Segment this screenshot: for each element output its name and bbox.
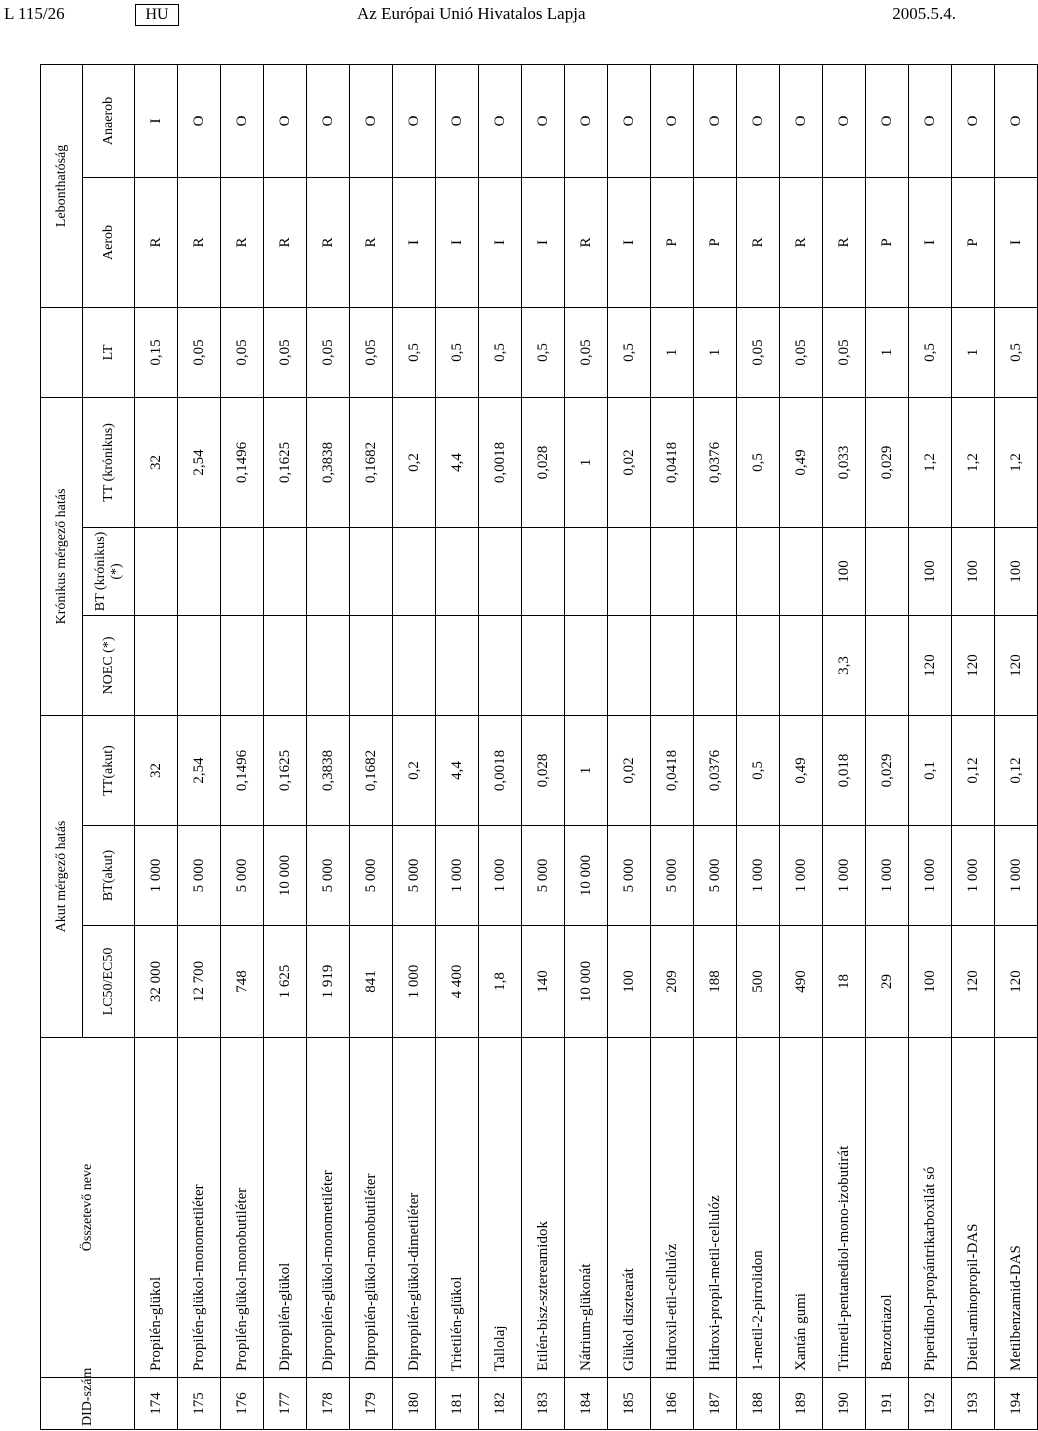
cell-anaerob: O xyxy=(780,64,823,177)
cell-lt: 0,5 xyxy=(909,307,952,397)
cell-tt-chronic: 2,54 xyxy=(178,397,221,527)
cell-bt-acute: 10 000 xyxy=(264,826,307,926)
cell-lc50: 120 xyxy=(995,926,1038,1038)
table-row xyxy=(221,64,264,1429)
col-tt-acute: TT(akut) xyxy=(83,715,135,825)
cell-lt: 0,05 xyxy=(350,307,393,397)
cell-did: 185 xyxy=(608,1378,651,1430)
cell-bt-acute: 1 000 xyxy=(780,826,823,926)
cell-bt-chronic xyxy=(737,527,780,615)
cell-noec xyxy=(565,615,608,715)
cell-did: 194 xyxy=(995,1378,1038,1430)
cell-lt: 1 xyxy=(694,307,737,397)
cell-lc50: 100 xyxy=(909,926,952,1038)
cell-noec xyxy=(221,615,264,715)
cell-lc50: 500 xyxy=(737,926,780,1038)
cell-did: 181 xyxy=(436,1378,479,1430)
cell-bt-acute: 1 000 xyxy=(909,826,952,926)
cell-noec xyxy=(737,615,780,715)
cell-lc50: 12 700 xyxy=(178,926,221,1038)
cell-lt: 0,5 xyxy=(522,307,565,397)
cell-bt-chronic xyxy=(608,527,651,615)
cell-lt: 1 xyxy=(651,307,694,397)
group-degradation: Lebonthatóság xyxy=(41,64,83,307)
cell-lc50: 490 xyxy=(780,926,823,1038)
cell-lt: 1 xyxy=(952,307,995,397)
cell-name: Metilbenzamid-DAS xyxy=(995,1038,1038,1378)
cell-tt-chronic: 0,029 xyxy=(866,397,909,527)
group-chronic: Krónikus mérgező hatás xyxy=(41,397,83,715)
cell-lt: 0,05 xyxy=(565,307,608,397)
cell-tt-chronic: 0,2 xyxy=(393,397,436,527)
publication-date: 2005.5.4. xyxy=(892,4,956,23)
cell-noec xyxy=(264,615,307,715)
cell-lc50: 32 000 xyxy=(135,926,178,1038)
cell-noec: 120 xyxy=(995,615,1038,715)
cell-tt-chronic: 0,3838 xyxy=(307,397,350,527)
cell-lt: 0,05 xyxy=(264,307,307,397)
cell-tt-acute: 0,0018 xyxy=(479,715,522,825)
cell-tt-acute: 0,029 xyxy=(866,715,909,825)
cell-bt-acute: 1 000 xyxy=(995,826,1038,926)
cell-tt-chronic: 0,1682 xyxy=(350,397,393,527)
cell-anaerob: O xyxy=(436,64,479,177)
cell-tt-chronic: 0,1625 xyxy=(264,397,307,527)
cell-noec xyxy=(608,615,651,715)
cell-did: 178 xyxy=(307,1378,350,1430)
cell-anaerob: O xyxy=(565,64,608,177)
cell-anaerob: O xyxy=(694,64,737,177)
cell-aerob: P xyxy=(952,177,995,307)
cell-bt-chronic xyxy=(393,527,436,615)
cell-bt-chronic xyxy=(436,527,479,615)
cell-name: Propilén-glükol-monobutiléter xyxy=(221,1038,264,1378)
cell-name: Propilén-glükol xyxy=(135,1038,178,1378)
table-row xyxy=(952,64,995,1429)
cell-name: Dipropilén-glükol-monometiléter xyxy=(307,1038,350,1378)
table-row xyxy=(651,64,694,1429)
group-acute: Akut mérgező hatás xyxy=(41,715,83,1037)
cell-tt-chronic: 0,0018 xyxy=(479,397,522,527)
cell-did: 192 xyxy=(909,1378,952,1430)
cell-lc50: 1 625 xyxy=(264,926,307,1038)
cell-tt-acute: 4,4 xyxy=(436,715,479,825)
cell-did: 182 xyxy=(479,1378,522,1430)
cell-lc50: 1,8 xyxy=(479,926,522,1038)
cell-bt-chronic xyxy=(221,527,264,615)
cell-bt-chronic xyxy=(522,527,565,615)
cell-tt-chronic: 1 xyxy=(565,397,608,527)
cell-aerob: R xyxy=(307,177,350,307)
cell-noec xyxy=(694,615,737,715)
cell-tt-acute: 0,1496 xyxy=(221,715,264,825)
cell-bt-chronic xyxy=(350,527,393,615)
table-row xyxy=(522,64,565,1429)
cell-noec: 120 xyxy=(952,615,995,715)
cell-bt-acute: 1 000 xyxy=(135,826,178,926)
table-row xyxy=(264,64,307,1429)
cell-lt: 0,05 xyxy=(221,307,264,397)
table-row xyxy=(479,64,522,1429)
table-row xyxy=(694,64,737,1429)
cell-bt-chronic xyxy=(651,527,694,615)
cell-lt: 0,05 xyxy=(307,307,350,397)
col-name: Összetevő neve xyxy=(41,1038,135,1378)
cell-did: 180 xyxy=(393,1378,436,1430)
cell-lc50: 1 000 xyxy=(393,926,436,1038)
page-header xyxy=(0,0,960,32)
col-lc50: LC50/EC50 xyxy=(83,926,135,1038)
cell-tt-chronic: 0,5 xyxy=(737,397,780,527)
cell-lt: 0,5 xyxy=(436,307,479,397)
cell-lc50: 748 xyxy=(221,926,264,1038)
table-row xyxy=(565,64,608,1429)
cell-bt-acute: 5 000 xyxy=(651,826,694,926)
journal-title: Az Európai Unió Hivatalos Lapja xyxy=(357,4,586,23)
cell-name: Hidroxi-propil-metil-cellulóz xyxy=(694,1038,737,1378)
cell-name: Trietilén-glükol xyxy=(436,1038,479,1378)
cell-tt-acute: 0,2 xyxy=(393,715,436,825)
cell-tt-chronic: 0,0418 xyxy=(651,397,694,527)
col-bt-chronic: BT (krónikus) (*) xyxy=(83,527,135,615)
cell-did: 193 xyxy=(952,1378,995,1430)
cell-anaerob: O xyxy=(264,64,307,177)
cell-bt-acute: 5 000 xyxy=(307,826,350,926)
cell-did: 186 xyxy=(651,1378,694,1430)
cell-lc50: 140 xyxy=(522,926,565,1038)
cell-bt-chronic xyxy=(694,527,737,615)
cell-did: 190 xyxy=(823,1378,866,1430)
table-row xyxy=(350,64,393,1429)
cell-aerob: I xyxy=(393,177,436,307)
table-row xyxy=(135,64,178,1429)
cell-aerob: I xyxy=(608,177,651,307)
cell-tt-acute: 0,1682 xyxy=(350,715,393,825)
cell-bt-acute: 1 000 xyxy=(479,826,522,926)
cell-bt-acute: 1 000 xyxy=(866,826,909,926)
cell-bt-acute: 1 000 xyxy=(737,826,780,926)
cell-tt-acute: 0,12 xyxy=(995,715,1038,825)
cell-did: 177 xyxy=(264,1378,307,1430)
cell-tt-chronic: 0,1496 xyxy=(221,397,264,527)
cell-bt-acute: 5 000 xyxy=(350,826,393,926)
cell-lc50: 100 xyxy=(608,926,651,1038)
cell-name: 1-metil-2-pirrolidon xyxy=(737,1038,780,1378)
cell-noec xyxy=(393,615,436,715)
cell-aerob: R xyxy=(350,177,393,307)
table-row xyxy=(995,64,1038,1429)
cell-bt-acute: 1 000 xyxy=(436,826,479,926)
cell-tt-acute: 0,02 xyxy=(608,715,651,825)
cell-lt: 0,5 xyxy=(995,307,1038,397)
table-body xyxy=(135,64,1038,1429)
cell-anaerob: O xyxy=(221,64,264,177)
cell-bt-acute: 5 000 xyxy=(522,826,565,926)
cell-bt-acute: 1 000 xyxy=(823,826,866,926)
col-bt-acute: BT(akut) xyxy=(83,826,135,926)
group-header-row xyxy=(41,64,83,1429)
cell-lt: 0,05 xyxy=(737,307,780,397)
cell-noec xyxy=(178,615,221,715)
cell-noec xyxy=(522,615,565,715)
col-tt-chronic: TT (krónikus) xyxy=(83,397,135,527)
cell-name: Dipropilén-glükol-dimetiléter xyxy=(393,1038,436,1378)
cell-aerob: I xyxy=(522,177,565,307)
cell-name: Dietil-aminopropil-DAS xyxy=(952,1038,995,1378)
cell-lt: 0,05 xyxy=(823,307,866,397)
cell-bt-acute: 5 000 xyxy=(221,826,264,926)
table-row xyxy=(307,64,350,1429)
cell-name: Dipropilén-glükol xyxy=(264,1038,307,1378)
table-row xyxy=(737,64,780,1429)
cell-tt-acute: 0,5 xyxy=(737,715,780,825)
cell-bt-chronic xyxy=(178,527,221,615)
cell-noec xyxy=(307,615,350,715)
cell-tt-acute: 0,1 xyxy=(909,715,952,825)
cell-lc50: 18 xyxy=(823,926,866,1038)
cell-tt-acute: 32 xyxy=(135,715,178,825)
cell-did: 191 xyxy=(866,1378,909,1430)
cell-aerob: I xyxy=(909,177,952,307)
cell-anaerob: O xyxy=(608,64,651,177)
cell-lt: 0,5 xyxy=(479,307,522,397)
cell-aerob: P xyxy=(694,177,737,307)
col-noec: NOEC (*) xyxy=(83,615,135,715)
cell-bt-chronic xyxy=(866,527,909,615)
cell-bt-chronic xyxy=(565,527,608,615)
cell-tt-chronic: 0,033 xyxy=(823,397,866,527)
col-aerob: Aerob xyxy=(83,177,135,307)
cell-bt-chronic xyxy=(264,527,307,615)
cell-bt-acute: 5 000 xyxy=(608,826,651,926)
cell-anaerob: O xyxy=(651,64,694,177)
cell-anaerob: O xyxy=(866,64,909,177)
cell-tt-chronic: 1,2 xyxy=(952,397,995,527)
cell-name: Propilén-glükol-monometiléter xyxy=(178,1038,221,1378)
table-row xyxy=(608,64,651,1429)
cell-lc50: 29 xyxy=(866,926,909,1038)
col-lt: LT xyxy=(83,307,135,397)
toxicity-table xyxy=(40,64,1038,1430)
cell-bt-acute: 5 000 xyxy=(178,826,221,926)
cell-tt-acute: 0,0376 xyxy=(694,715,737,825)
cell-tt-chronic: 32 xyxy=(135,397,178,527)
cell-anaerob: O xyxy=(995,64,1038,177)
cell-bt-chronic: 100 xyxy=(909,527,952,615)
cell-name: Benzotriazol xyxy=(866,1038,909,1378)
cell-anaerob: I xyxy=(135,64,178,177)
cell-did: 189 xyxy=(780,1378,823,1430)
cell-name: Glükol disztearát xyxy=(608,1038,651,1378)
col-anaerob: Anaerob xyxy=(83,64,135,177)
rotated-table-container xyxy=(40,65,1024,1430)
cell-aerob: R xyxy=(737,177,780,307)
cell-name: Tallolaj xyxy=(479,1038,522,1378)
cell-name: Trimetil-pentanediol-mono-izobutirát xyxy=(823,1038,866,1378)
cell-did: 184 xyxy=(565,1378,608,1430)
cell-anaerob: O xyxy=(307,64,350,177)
cell-lt: 0,5 xyxy=(608,307,651,397)
cell-bt-acute: 5 000 xyxy=(393,826,436,926)
table-row xyxy=(909,64,952,1429)
cell-tt-chronic: 0,02 xyxy=(608,397,651,527)
cell-name: Hidroxil-etil-cellulóz xyxy=(651,1038,694,1378)
cell-aerob: R xyxy=(135,177,178,307)
cell-name: Piperidinol-propántrikarboxilát só xyxy=(909,1038,952,1378)
cell-anaerob: O xyxy=(823,64,866,177)
cell-lc50: 120 xyxy=(952,926,995,1038)
cell-tt-chronic: 4,4 xyxy=(436,397,479,527)
cell-bt-acute: 1 000 xyxy=(952,826,995,926)
cell-did: 179 xyxy=(350,1378,393,1430)
cell-noec: 3,3 xyxy=(823,615,866,715)
cell-anaerob: O xyxy=(479,64,522,177)
cell-tt-chronic: 0,0376 xyxy=(694,397,737,527)
cell-anaerob: O xyxy=(178,64,221,177)
cell-aerob: I xyxy=(436,177,479,307)
cell-lt: 0,5 xyxy=(393,307,436,397)
table-row xyxy=(393,64,436,1429)
cell-tt-acute: 0,49 xyxy=(780,715,823,825)
cell-aerob: R xyxy=(178,177,221,307)
cell-noec xyxy=(479,615,522,715)
cell-noec xyxy=(780,615,823,715)
cell-did: 176 xyxy=(221,1378,264,1430)
cell-noec xyxy=(350,615,393,715)
cell-aerob: R xyxy=(823,177,866,307)
cell-name: Etilén-bisz-sztereamidok xyxy=(522,1038,565,1378)
cell-lt: 1 xyxy=(866,307,909,397)
cell-lc50: 10 000 xyxy=(565,926,608,1038)
cell-bt-chronic: 100 xyxy=(952,527,995,615)
cell-name: Nátrium-glükonát xyxy=(565,1038,608,1378)
cell-noec xyxy=(436,615,479,715)
cell-lt: 0,05 xyxy=(178,307,221,397)
cell-aerob: I xyxy=(995,177,1038,307)
cell-bt-acute: 10 000 xyxy=(565,826,608,926)
cell-bt-chronic: 100 xyxy=(823,527,866,615)
cell-anaerob: O xyxy=(350,64,393,177)
cell-anaerob: O xyxy=(737,64,780,177)
cell-name: Xantán gumi xyxy=(780,1038,823,1378)
cell-tt-acute: 2,54 xyxy=(178,715,221,825)
cell-bt-chronic xyxy=(780,527,823,615)
cell-tt-acute: 0,12 xyxy=(952,715,995,825)
cell-anaerob: O xyxy=(393,64,436,177)
cell-noec xyxy=(135,615,178,715)
table-row xyxy=(866,64,909,1429)
cell-aerob: P xyxy=(651,177,694,307)
table-row xyxy=(178,64,221,1429)
cell-name: Dipropilén-glükol-monobutiléter xyxy=(350,1038,393,1378)
cell-noec: 120 xyxy=(909,615,952,715)
cell-anaerob: O xyxy=(952,64,995,177)
cell-tt-chronic: 1,2 xyxy=(995,397,1038,527)
cell-noec xyxy=(866,615,909,715)
cell-did: 175 xyxy=(178,1378,221,1430)
cell-tt-acute: 0,018 xyxy=(823,715,866,825)
cell-tt-acute: 0,1625 xyxy=(264,715,307,825)
cell-bt-acute: 5 000 xyxy=(694,826,737,926)
col-did: DID-szám xyxy=(41,1378,135,1430)
cell-tt-acute: 0,028 xyxy=(522,715,565,825)
cell-tt-acute: 1 xyxy=(565,715,608,825)
cell-tt-chronic: 0,49 xyxy=(780,397,823,527)
cell-did: 174 xyxy=(135,1378,178,1430)
page-reference: L 115/26 xyxy=(4,4,65,23)
table-row xyxy=(780,64,823,1429)
cell-lt: 0,05 xyxy=(780,307,823,397)
cell-tt-chronic: 0,028 xyxy=(522,397,565,527)
cell-did: 183 xyxy=(522,1378,565,1430)
cell-anaerob: O xyxy=(909,64,952,177)
cell-aerob: R xyxy=(264,177,307,307)
cell-lc50: 4 400 xyxy=(436,926,479,1038)
cell-anaerob: O xyxy=(522,64,565,177)
cell-tt-chronic: 1,2 xyxy=(909,397,952,527)
cell-lc50: 188 xyxy=(694,926,737,1038)
cell-did: 188 xyxy=(737,1378,780,1430)
cell-aerob: R xyxy=(780,177,823,307)
cell-lt: 0,15 xyxy=(135,307,178,397)
table-row xyxy=(823,64,866,1429)
cell-aerob: R xyxy=(565,177,608,307)
cell-did: 187 xyxy=(694,1378,737,1430)
cell-tt-acute: 0,0418 xyxy=(651,715,694,825)
cell-noec xyxy=(651,615,694,715)
cell-aerob: I xyxy=(479,177,522,307)
cell-bt-chronic: 100 xyxy=(995,527,1038,615)
cell-lc50: 1 919 xyxy=(307,926,350,1038)
cell-aerob: R xyxy=(221,177,264,307)
table-row xyxy=(436,64,479,1429)
cell-bt-chronic xyxy=(307,527,350,615)
language-code-box: HU xyxy=(135,4,179,26)
cell-aerob: P xyxy=(866,177,909,307)
cell-tt-acute: 0,3838 xyxy=(307,715,350,825)
cell-bt-chronic xyxy=(479,527,522,615)
cell-bt-chronic xyxy=(135,527,178,615)
group-spacer xyxy=(41,307,83,397)
cell-lc50: 841 xyxy=(350,926,393,1038)
cell-lc50: 209 xyxy=(651,926,694,1038)
